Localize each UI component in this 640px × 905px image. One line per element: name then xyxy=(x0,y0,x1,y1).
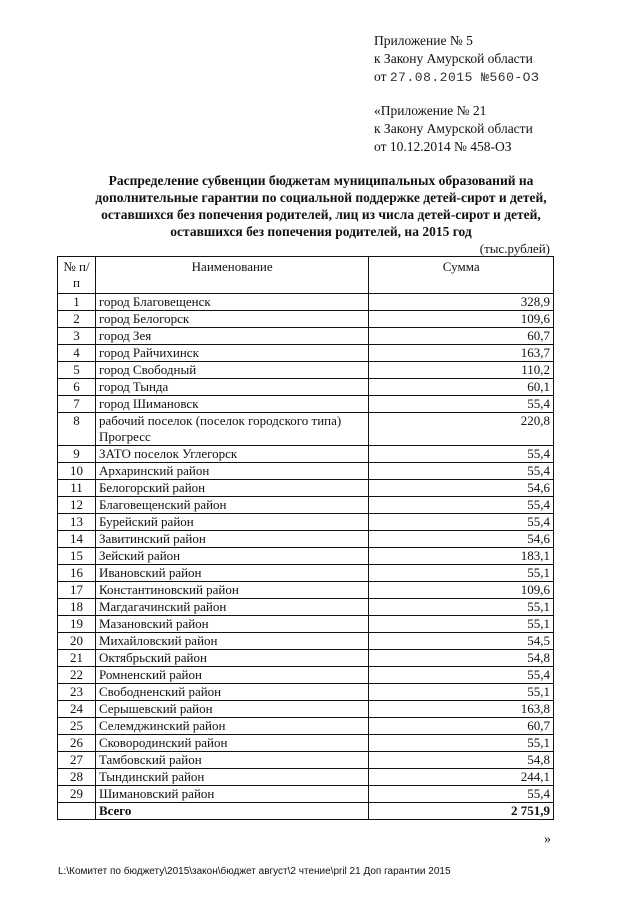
cell-sum: 55,1 xyxy=(369,735,554,752)
cell-sum: 183,1 xyxy=(369,548,554,565)
cell-num: 6 xyxy=(58,379,96,396)
cell-name: город Шимановск xyxy=(95,396,368,413)
cell-sum: 60,7 xyxy=(369,718,554,735)
cell-sum: 220,8 xyxy=(369,413,554,446)
table-row xyxy=(58,446,554,463)
cell-name: Тамбовский район xyxy=(95,752,368,769)
table-row xyxy=(58,379,554,396)
title-line: оставшихся без попечения родителей, лиц из числа детей-сирот и детей, xyxy=(101,207,541,222)
cell-num: 28 xyxy=(58,769,96,786)
cell-name: рабочий поселок (поселок городского типа) Прогресс xyxy=(95,413,368,446)
cell-name: город Тында xyxy=(95,379,368,396)
cell-num: 26 xyxy=(58,735,96,752)
document-title xyxy=(58,172,584,240)
table-row xyxy=(58,599,554,616)
table-body xyxy=(58,294,554,820)
cell-num: 4 xyxy=(58,345,96,362)
table-row xyxy=(58,396,554,413)
cell-name: Зейский район xyxy=(95,548,368,565)
cell-name: Магдагачинский район xyxy=(95,599,368,616)
cell-name: город Благовещенск xyxy=(95,294,368,311)
appendix-5-line1: Приложение № 5 xyxy=(374,33,473,48)
table-row xyxy=(58,548,554,565)
cell-name: Ромненский район xyxy=(95,667,368,684)
title-line: оставшихся без попечения родителей, на 2015 год xyxy=(170,224,472,239)
cell-sum: 55,4 xyxy=(369,463,554,480)
table-row xyxy=(58,667,554,684)
cell-num: 8 xyxy=(58,413,96,446)
cell-sum: 109,6 xyxy=(369,582,554,599)
appendix-5-line3 xyxy=(374,68,539,87)
cell-sum: 55,4 xyxy=(369,786,554,803)
cell-sum: 54,6 xyxy=(369,531,554,548)
cell-name: Бурейский район xyxy=(95,514,368,531)
table-row xyxy=(58,684,554,701)
cell-sum: 54,6 xyxy=(369,480,554,497)
cell-name: ЗАТО поселок Углегорск xyxy=(95,446,368,463)
table-row xyxy=(58,294,554,311)
table-row xyxy=(58,582,554,599)
table-row xyxy=(58,786,554,803)
cell-sum: 163,7 xyxy=(369,345,554,362)
cell-num: 22 xyxy=(58,667,96,684)
title-line: дополнительные гарантии по социальной поддержке детей-сирот и детей, xyxy=(95,190,547,205)
cell-num: 17 xyxy=(58,582,96,599)
cell-num: 15 xyxy=(58,548,96,565)
cell-num: 27 xyxy=(58,752,96,769)
appendix-5-header xyxy=(374,32,539,87)
table-row xyxy=(58,514,554,531)
cell-sum: 109,6 xyxy=(369,311,554,328)
cell-sum: 55,1 xyxy=(369,616,554,633)
table-row xyxy=(58,769,554,786)
cell-name: Благовещенский район xyxy=(95,497,368,514)
appendix-5-date-prefix: от xyxy=(374,69,387,84)
cell-sum: 55,1 xyxy=(369,599,554,616)
cell-name: город Белогорск xyxy=(95,311,368,328)
cell-sum: 110,2 xyxy=(369,362,554,379)
closing-quote: » xyxy=(544,832,551,847)
table-row xyxy=(58,633,554,650)
appendix-21-line2: к Закону Амурской области xyxy=(374,121,533,136)
cell-num: 10 xyxy=(58,463,96,480)
appendix-21-line3: от 10.12.2014 № 458-ОЗ xyxy=(374,139,512,154)
cell-empty xyxy=(58,803,96,820)
total-row xyxy=(58,803,554,820)
total-label: Всего xyxy=(95,803,368,820)
table-row xyxy=(58,413,554,446)
cell-name: город Зея xyxy=(95,328,368,345)
table-row xyxy=(58,480,554,497)
table-row xyxy=(58,565,554,582)
cell-sum: 54,8 xyxy=(369,650,554,667)
table-row xyxy=(58,345,554,362)
cell-name: Шимановский район xyxy=(95,786,368,803)
cell-name: Белогорский район xyxy=(95,480,368,497)
cell-num: 14 xyxy=(58,531,96,548)
total-sum: 2 751,9 xyxy=(369,803,554,820)
cell-sum: 55,1 xyxy=(369,684,554,701)
appendix-5-line2: к Закону Амурской области xyxy=(374,51,533,66)
table-row xyxy=(58,650,554,667)
table-row xyxy=(58,328,554,345)
cell-num: 23 xyxy=(58,684,96,701)
cell-sum: 54,5 xyxy=(369,633,554,650)
cell-sum: 244,1 xyxy=(369,769,554,786)
cell-sum: 54,8 xyxy=(369,752,554,769)
cell-num: 16 xyxy=(58,565,96,582)
cell-name: Тындинский район xyxy=(95,769,368,786)
cell-num: 29 xyxy=(58,786,96,803)
table-row xyxy=(58,497,554,514)
cell-name: Мазановский район xyxy=(95,616,368,633)
cell-name: Михайловский район xyxy=(95,633,368,650)
cell-num: 20 xyxy=(58,633,96,650)
cell-num: 5 xyxy=(58,362,96,379)
cell-num: 3 xyxy=(58,328,96,345)
cell-name: Сковородинский район xyxy=(95,735,368,752)
cell-name: Селемджинский район xyxy=(95,718,368,735)
table-row xyxy=(58,718,554,735)
table-header-row xyxy=(58,257,554,294)
table-row xyxy=(58,311,554,328)
table-row xyxy=(58,362,554,379)
cell-sum: 60,1 xyxy=(369,379,554,396)
cell-num: 13 xyxy=(58,514,96,531)
table-row xyxy=(58,752,554,769)
cell-num: 24 xyxy=(58,701,96,718)
appendix-21-header xyxy=(374,102,533,156)
cell-sum: 55,4 xyxy=(369,514,554,531)
registration-stamp: 27.08.2015 №560-ОЗ xyxy=(389,70,540,85)
cell-name: Ивановский район xyxy=(95,565,368,582)
cell-sum: 55,4 xyxy=(369,396,554,413)
table-row xyxy=(58,463,554,480)
cell-name: город Свободный xyxy=(95,362,368,379)
cell-num: 7 xyxy=(58,396,96,413)
header-name: Наименование xyxy=(95,257,368,294)
cell-name: Архаринский район xyxy=(95,463,368,480)
cell-num: 9 xyxy=(58,446,96,463)
cell-sum: 55,4 xyxy=(369,446,554,463)
cell-name: Константиновский район xyxy=(95,582,368,599)
table-row xyxy=(58,531,554,548)
header-num: № п/п xyxy=(58,257,96,294)
appendix-21-line1: «Приложение № 21 xyxy=(374,103,487,118)
cell-num: 1 xyxy=(58,294,96,311)
cell-name: Серышевский район xyxy=(95,701,368,718)
table-row xyxy=(58,735,554,752)
cell-num: 2 xyxy=(58,311,96,328)
cell-name: Свободненский район xyxy=(95,684,368,701)
file-path-footer: L:\Комитет по бюджету\2015\закон\бюджет август\2 чтение\pril 21 Доп гарантии 2015 xyxy=(58,866,451,877)
cell-name: Завитинский район xyxy=(95,531,368,548)
cell-num: 18 xyxy=(58,599,96,616)
cell-name: город Райчихинск xyxy=(95,345,368,362)
cell-sum: 60,7 xyxy=(369,328,554,345)
table-row xyxy=(58,701,554,718)
cell-num: 11 xyxy=(58,480,96,497)
subvention-table xyxy=(57,256,554,820)
cell-name: Октябрьский район xyxy=(95,650,368,667)
cell-num: 21 xyxy=(58,650,96,667)
header-sum: Сумма xyxy=(369,257,554,294)
cell-num: 25 xyxy=(58,718,96,735)
cell-sum: 55,4 xyxy=(369,667,554,684)
cell-sum: 55,1 xyxy=(369,565,554,582)
cell-sum: 328,9 xyxy=(369,294,554,311)
title-line: Распределение субвенции бюджетам муниципальных образований на xyxy=(108,173,534,188)
table-row xyxy=(58,616,554,633)
cell-num: 12 xyxy=(58,497,96,514)
cell-sum: 163,8 xyxy=(369,701,554,718)
units-label: (тыс.рублей) xyxy=(479,241,550,256)
cell-sum: 55,4 xyxy=(369,497,554,514)
cell-num: 19 xyxy=(58,616,96,633)
